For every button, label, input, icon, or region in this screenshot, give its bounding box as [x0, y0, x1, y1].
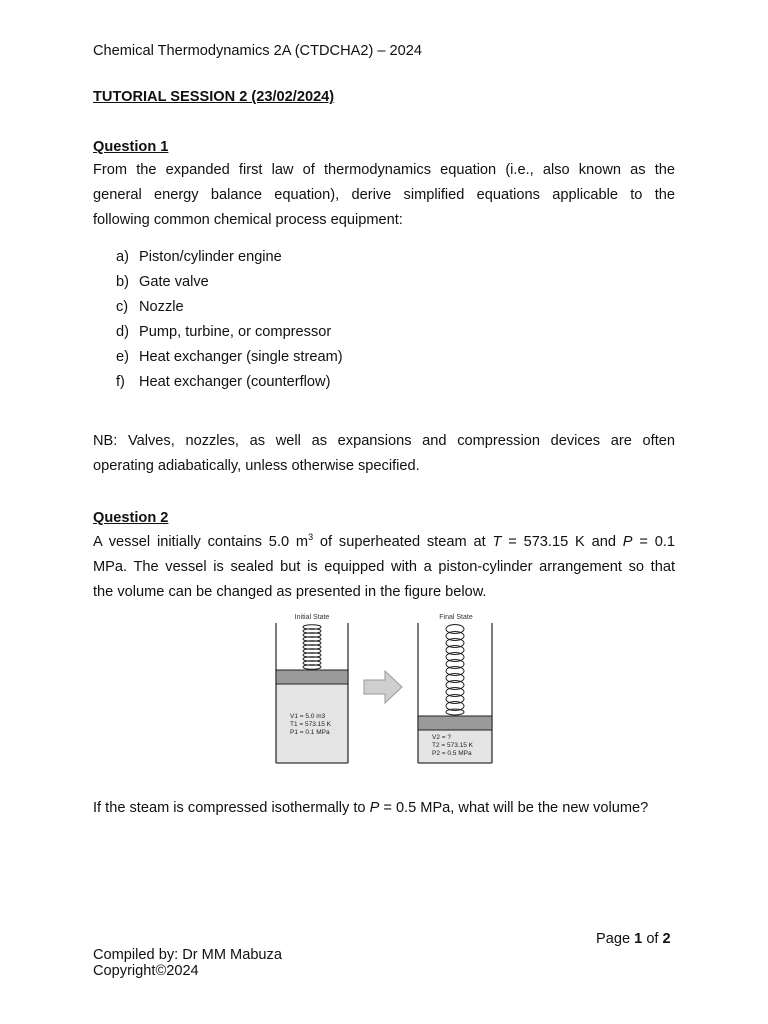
initial-temperature-label: T1 = 573.15 K	[290, 721, 332, 728]
final-piston	[418, 716, 492, 730]
nb-paragraph	[93, 429, 675, 479]
document-header: Chemical Thermodynamics 2A (CTDCHA2) – 2024	[93, 43, 423, 59]
initial-pressure-label: P1 = 0.1 MPa	[290, 729, 330, 736]
arrow-icon	[364, 671, 402, 703]
initial-spring	[303, 625, 321, 670]
list-item: c) Nozzle	[116, 299, 184, 315]
final-pressure-label: P2 = 0.5 MPa	[432, 750, 472, 757]
piston-cylinder-figure	[270, 607, 500, 767]
list-item: a) Piston/cylinder engine	[116, 249, 282, 265]
nb-line: NB: Valves, nozzles, as well as expansions and compression devices are often	[93, 433, 675, 449]
final-temperature-label: T2 = 573.15 K	[432, 742, 474, 749]
question-2-line: A vessel initially contains 5.0 $m^3$ of superheated steam at T = 573.15 K and P = 0.1	[93, 532, 676, 550]
list-item: d) Pump, turbine, or compressor	[116, 324, 332, 340]
question-2-heading: Question 2	[93, 510, 169, 526]
question-2-line: the volume can be changed as presented in the figure below.	[93, 584, 487, 601]
initial-piston	[276, 670, 348, 684]
compiled-by: Compiled by: Dr MM Mabuza	[93, 947, 282, 963]
question-2-line: MPa. The vessel is sealed but is equipped with a piston-cylinder arrangement so that	[93, 559, 675, 576]
question-2-paragraph	[93, 530, 675, 606]
list-item: e) Heat exchanger (single stream)	[116, 349, 343, 365]
footer-credits	[93, 947, 282, 979]
question-1-line: From the expanded first law of thermodynamics equation (i.e., also known as the	[93, 162, 675, 178]
page-number: Page 1 of 2	[596, 931, 671, 947]
initial-state-label: Initial State	[294, 614, 330, 621]
question-1-heading: Question 1	[93, 139, 169, 155]
copyright: Copyright©2024	[93, 963, 199, 979]
final-state-label: Final State	[439, 614, 473, 621]
question-1-line: general energy balance equation), derive simplified equations applicable to the	[93, 187, 675, 204]
list-item: b) Gate valve	[116, 274, 209, 290]
nb-line: operating adiabatically, unless otherwise specified.	[93, 458, 420, 475]
session-title: TUTORIAL SESSION 2 (23/02/2024)	[93, 89, 335, 105]
final-volume-label: V2 = ?	[432, 734, 451, 741]
question-1-line: following common chemical process equipment:	[93, 212, 403, 229]
question-2-ask: If the steam is compressed isothermally to P = 0.5 MPa, what will be the new volume?	[93, 800, 649, 816]
final-spring	[446, 625, 464, 716]
list-item: f) Heat exchanger (counterflow)	[116, 374, 331, 390]
initial-volume-label: V1 = 5.0 m3	[290, 713, 326, 720]
question-1-paragraph	[93, 158, 675, 234]
